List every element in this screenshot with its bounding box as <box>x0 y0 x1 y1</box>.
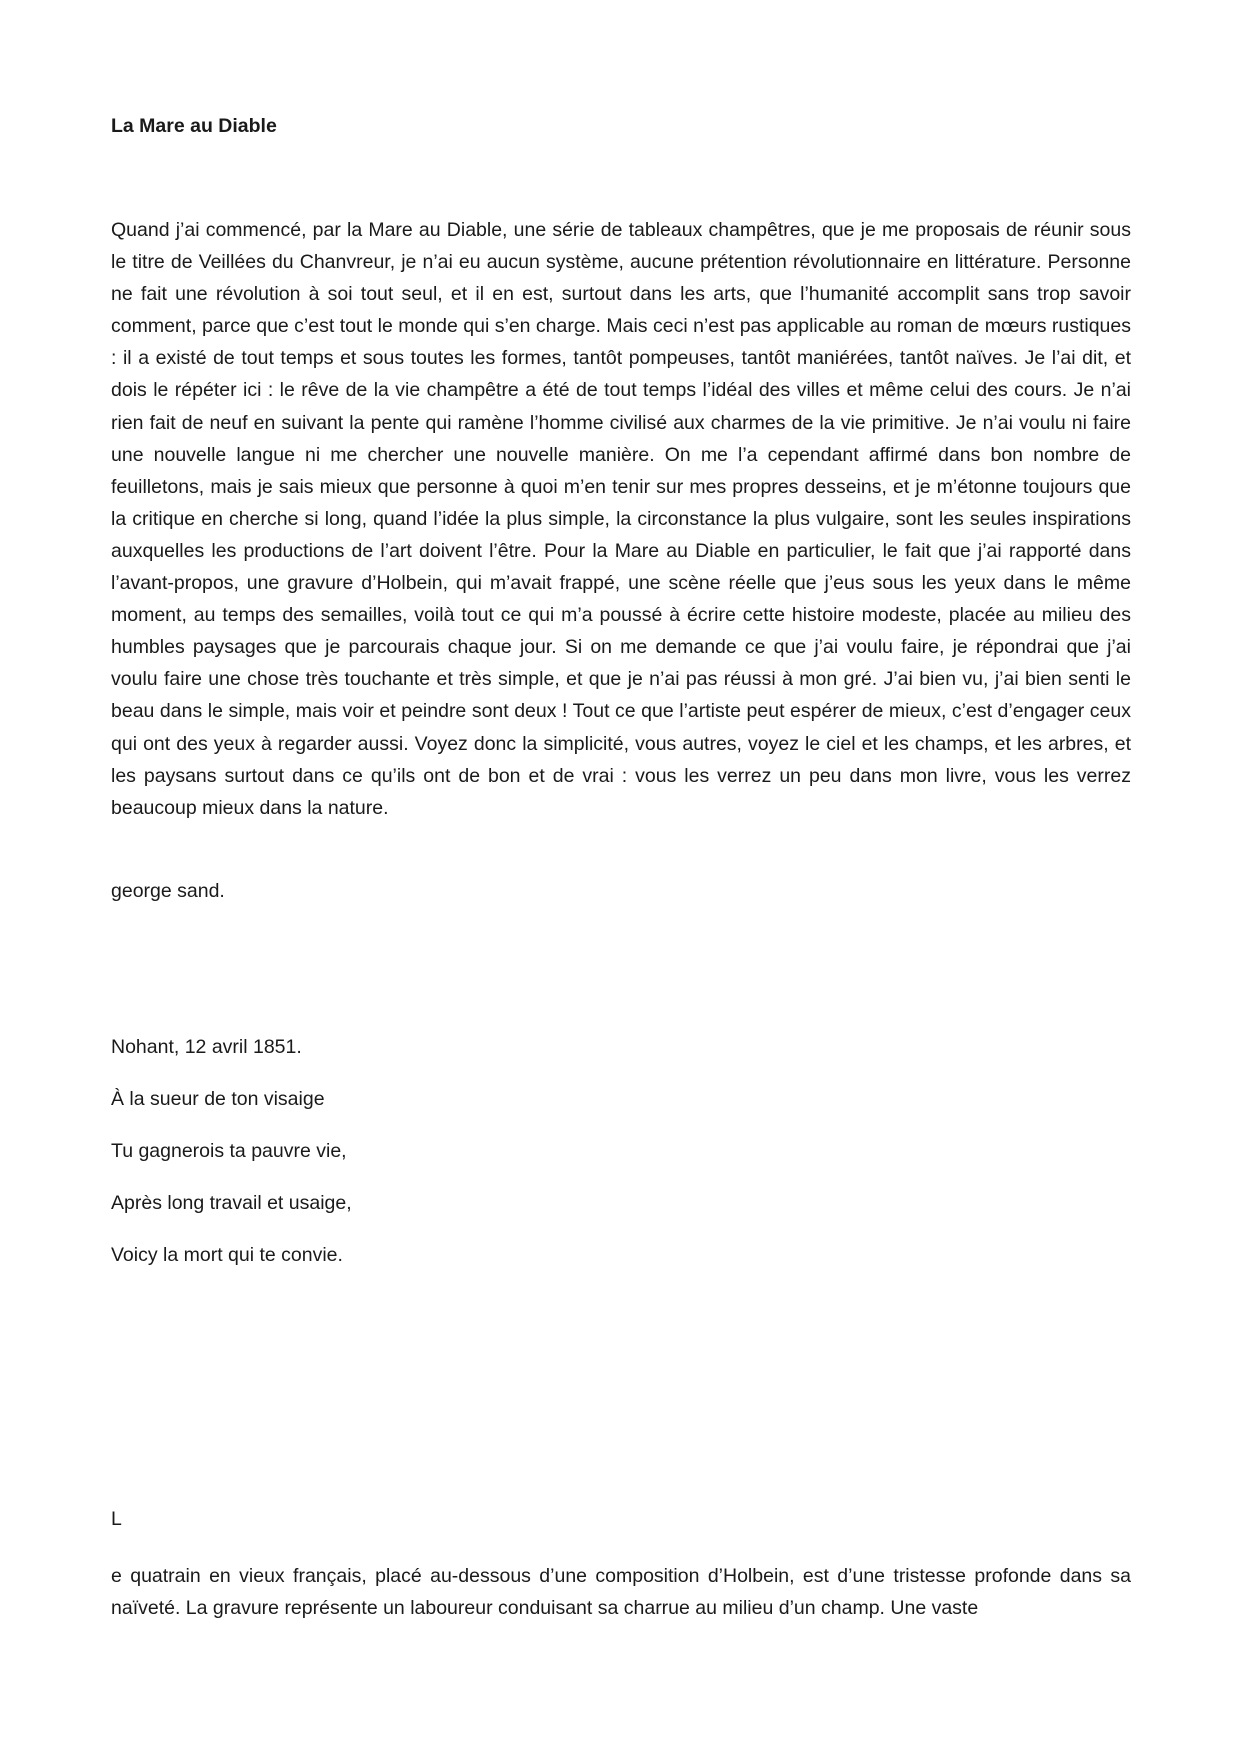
signature: george sand. <box>111 880 225 902</box>
document-title: La Mare au Diable <box>111 115 277 137</box>
verse-line-2: Tu gagnerois ta pauvre vie, <box>111 1140 347 1162</box>
preface-paragraph: Quand j’ai commencé, par la Mare au Diable, une série de tableaux champêtres, que je me proposais de réunir sous le titre de Veillées du Chanvreur, je n’ai eu aucun système, aucune prétention révolutionnaire en littérature. Personne ne fait une révolution à soi tout seul, et il en est, surtout dans les arts, que l’humanité accomplit sans trop savoir comment, parce que c’est tout le monde qui s’en charge. Mais ceci n’est pas applicable au roman de mœurs rustiques : il a existé de tout temps et sous toutes les formes, tantôt pompeuses, tantôt maniérées, tantôt naïves. Je l’ai dit, et dois le répéter ici : le rêve de la vie champêtre a été de tout temps l’idéal des villes et même celui des cours. Je n’ai rien fait de neuf en suivant la pente qui ramène l’homme civilisé aux charmes de la vie primitive. Je n’ai voulu ni faire une nouvelle langue ni me chercher une nouvelle manière. On me l’a cependant affirmé dans bon nombre de feuilletons, mais je sais mieux que personne à quoi m’en tenir sur mes propres desseins, et je m’étonne toujours que la critique en cherche si long, quand l’idée la plus simple, la circonstance la plus vulgaire, sont les seules inspirations auxquelles les productions de l’art doivent l’être. Pour la Mare au Diable en particulier, le fait que j’ai rapporté dans l’avant-propos, une gravure d’Holbein, qui m’avait frappé, une scène réelle que j’eus sous les yeux dans le même moment, au temps des semailles, voilà tout ce qui m’a poussé à écrire cette histoire modeste, placée au milieu des humbles paysages que je parcourais chaque jour. Si on me demande ce que j’ai voulu faire, je répondrai que j’ai voulu faire une chose très touchante et très simple, et que je n’ai pas réussi à mon gré. J’ai bien vu, j’ai bien senti le beau dans le simple, mais voir et peindre sont deux ! Tout ce que l’artiste peut espérer de mieux, c’est d’engager ceux qui ont des yeux à regarder aussi. Voyez donc la simplicité, vous autres, voyez le ciel et les champs, et les arbres, et les paysans surtout dans ce qu’ils ont de bon et de vrai : vous les verrez un peu dans mon livre, vous les verrez beaucoup mieux dans la nature. <box>111 219 1131 819</box>
date-place: Nohant, 12 avril 1851. <box>111 1036 302 1058</box>
verse-line-1: À la sueur de ton visaige <box>111 1088 325 1110</box>
drop-letter: L <box>111 1508 122 1530</box>
chapter-start-paragraph: e quatrain en vieux français, placé au-dessous d’une composition d’Holbein, est d’une tristesse profonde dans sa naïveté. La gravure représente un laboureur conduisant sa charrue au milieu d’un champ. Une vaste <box>111 1565 1131 1620</box>
verse-line-3: Après long travail et usaige, <box>111 1192 352 1214</box>
verse-line-4: Voicy la mort qui te convie. <box>111 1244 343 1266</box>
